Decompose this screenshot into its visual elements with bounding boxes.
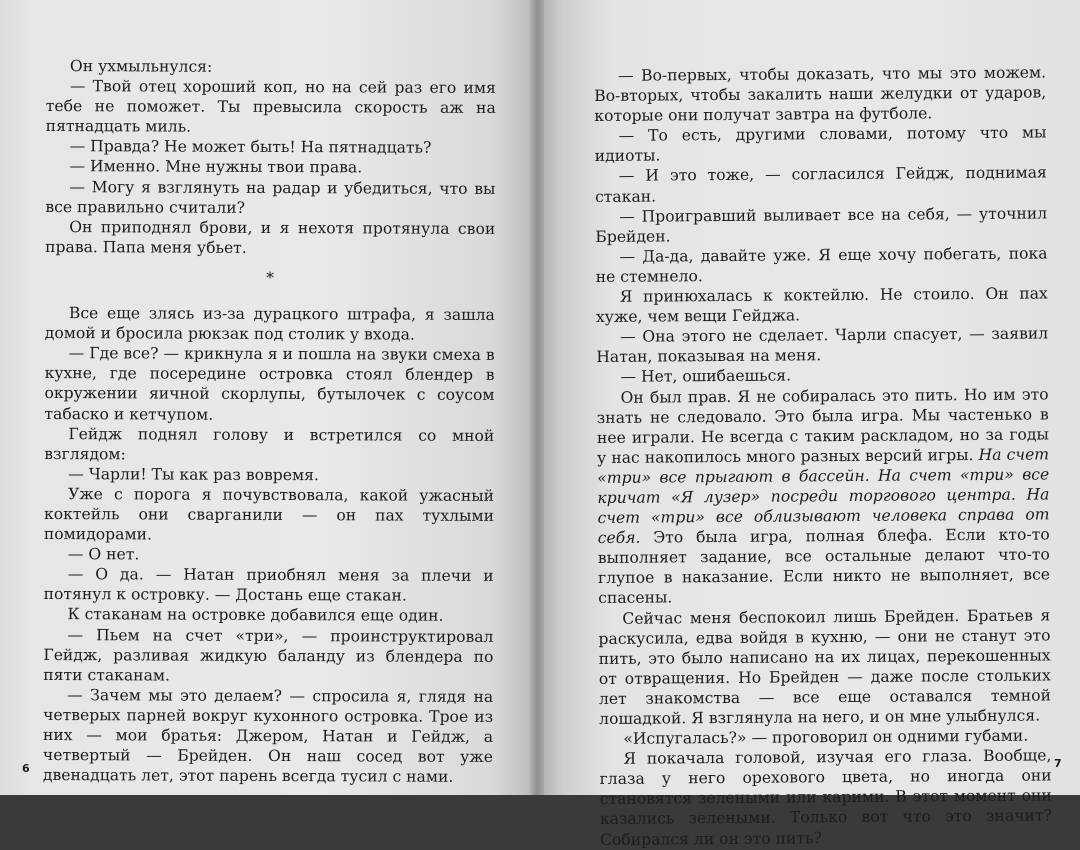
paragraph: — Она этого не сделает. Чарли спасует, — заявил Натан, показывая на меня. [596, 324, 1049, 367]
paragraph: Сейчас меня беспокоил лишь Брейден. Братьев я раскусила, едва войдя в кухню, — они не станут это пить, это было написано на их лицах, перекошенных от отвращения. Но Брейден — даже после стольких лет знакомства — все еще оставался темной лошадкой. Я взглянула на него, и он мне улыбнулся. [598, 605, 1052, 728]
paragraph: — Где все? — крикнула я и пошла на звуки смеха в кухне, где посередине островка стоял блендер в окружении яичной скорлупы, бутылочек с соусом табаско и кетчупом. [44, 344, 495, 424]
italic-phrase: На счет «три» все облизывают человека справа от себя. [597, 485, 1050, 548]
paragraph: Уже с порога я почувствовала, какой ужасный коктейль они сварганили — он пах тухлыми помидорами. [43, 484, 495, 544]
paragraph: Он ухмыльнулся: [69, 57, 213, 76]
paragraph: Я покачала головой, изучая его глаза. Вообще, глаза у него орехового цвета, но иногда они становятся зелеными или карими. В этот момент они казались зелеными. Только вот что это значит? Собирался ли он это пить? [599, 746, 1052, 849]
paragraph: — Чарли! Ты как раз вовремя. [68, 464, 319, 484]
book-gutter [530, 0, 544, 795]
paragraph-lead: Он был прав. Я не собиралась это пить. Но им это знать не следовало. Это была игра. Мы частенько в нее играли. Не всегда с таким раскладом, но за годы у нас накопилось много разных версий игры. [596, 384, 1049, 467]
paragraph: — Проигравший выливает все на себя, — уточнил Брейден. [595, 204, 1048, 246]
paragraph: Все еще злясь из-за дурацкого штрафа, я зашла домой и бросила рюкзак под столик у входа. [44, 304, 495, 344]
italic-phrase: На счет «три» все кричат «Я лузер» посреди торгового центра. [597, 465, 1050, 507]
left-page-text [43, 56, 496, 787]
paragraph: — Да-да, давайте уже. Я еще хочу побегать, пока не стемнело. [595, 244, 1048, 286]
scene-break: * [266, 268, 274, 287]
page-number: 6 [22, 762, 30, 775]
paragraph: «Испугалась?» — проговорил он одними губами. [623, 726, 1029, 748]
paragraph: Он приподнял брови, и я нехотя протянула свои права. Папа меня убьет. [45, 217, 496, 257]
paragraph: — О да. — Натан приобнял меня за плечи и потянул к островку. — Достань еще стакан. [43, 565, 494, 605]
paragraph: — Могу я взглянуть на радар и убедиться, что вы все правильно считали? [45, 177, 496, 217]
right-page [536, 0, 1080, 849]
paragraph: К стаканам на островке добавился еще один. [67, 605, 444, 626]
paragraph: — Во-первых, чтобы доказать, что мы это можем. Во-вторых, чтобы закалить наши желудки от ударов, которые они получат завтра на футболе. [594, 63, 1047, 126]
paragraph: — О нет. [67, 545, 140, 564]
paragraph-tail: Это была игра, полная блефа. Если кто-то выполняет задание, все остальные делают что-то глупое в наказание. Если никто не выполняет, все спасены. [597, 525, 1051, 608]
paragraph: — Зачем мы это делаем? — спросила я, глядя на четверых парней вокруг кухонного островка. Трое из них — мои братья: Джером, Натан и Гейдж, а четвертый — Брейден. Он наш сосед вот уже двенадцать лет, этот парень всегда тусил с нами. [42, 685, 494, 786]
paragraph: — Твой отец хороший коп, но на сей раз его имя тебе не поможет. Ты превысила скорость аж на пятнадцать миль. [45, 77, 496, 136]
paragraph: Гейдж поднял голову и встретился со мной взглядом: [44, 424, 495, 464]
right-page-text [594, 62, 1052, 849]
paragraph: — Пьем на счет «три», — проинструктировал Гейдж, разливая жидкую баланду из блендера по пяти стаканам. [43, 625, 494, 685]
game-paragraph [597, 384, 1051, 609]
paragraph: — То есть, другими словами, потому что мы идиоты. [594, 123, 1047, 166]
italic-phrase: На счет «три» все прыгают в бассейн. [597, 445, 1050, 487]
paragraph: — И это тоже, — согласился Гейдж, поднимая стакан. [594, 163, 1047, 206]
paragraph: — Именно. Мне нужны твои права. [69, 157, 363, 177]
paragraph: — Правда? Не может быть! На пятнадцать? [69, 137, 432, 158]
paragraph: — Нет, ошибаешься. [620, 366, 792, 387]
paragraph: Я принюхалась к коктейлю. Не стоило. Он пах хуже, чем вещи Гейджа. [595, 284, 1048, 327]
left-page [0, 0, 536, 795]
page-number: 7 [1054, 757, 1062, 770]
